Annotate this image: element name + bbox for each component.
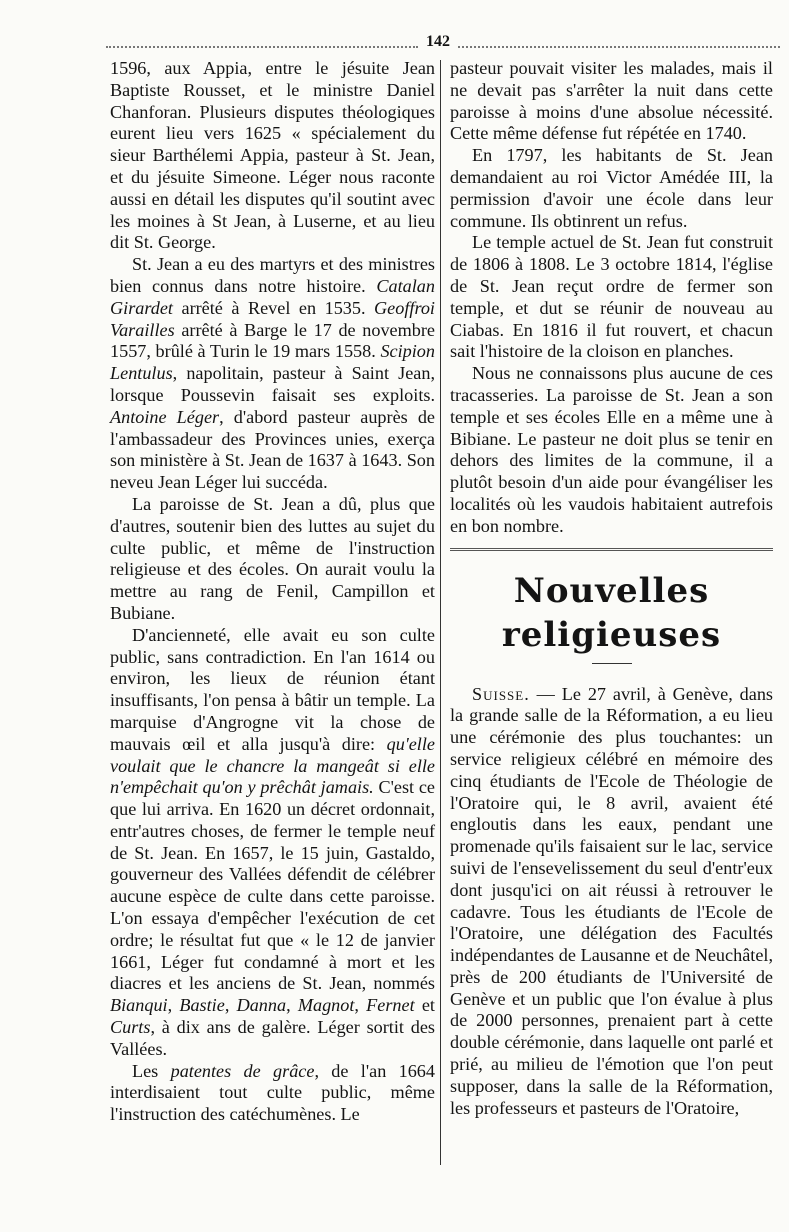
text-run: , napolitain, pasteur à Saint Jean, lorsque Poussevin faisait ses exploits.: [110, 363, 435, 405]
paragraph: [450, 145, 773, 232]
italic-text: Curts: [110, 1017, 151, 1038]
italic-text: Fernet: [366, 995, 415, 1016]
italic-text: Catalan Girardet: [110, 275, 435, 318]
page-number: 142: [426, 33, 450, 50]
heading-underline: [592, 663, 632, 664]
paragraph: [450, 232, 773, 363]
news-text: [450, 684, 773, 1120]
section-heading: Nouvelles religieuses: [501, 570, 722, 655]
italic-text: qu'elle voulait que le chancre la mangeât si elle n'empêchait qu'on y prêchât jamais.: [110, 733, 435, 798]
column-divider: [440, 60, 441, 1165]
text-run: ,: [286, 995, 298, 1016]
text-run: , à dix ans de galère. Léger sortit des Vallées.: [110, 1017, 435, 1059]
left-column: [110, 58, 435, 1126]
text-run: C'est ce que lui arriva. En 1620 un décret ordonnait, entr'autres choses, de fermer le temple neuf de St. Jean. En 1657, le 15 juin, Gastaldo, gouverneur des Vallées défendit de célébrer aucune espèce de culte dans cette paroisse. L'on essaya d'empêcher l'exécution de cet ordre; le résultat fut que « le 12 de janvier 1661, Léger fut condamné à mort et les diacres et les anciens de St. Jean, nommés: [110, 777, 435, 994]
text-run: arrêté à Revel en 1535.: [172, 297, 375, 318]
paragraph: [450, 363, 773, 537]
text-run: , d'abord pasteur auprès de l'ambassadeur des Provinces unies, exerça son ministère à St. Jean de 1637 à 1643. Son neveu Jean Léger lui succéda.: [110, 406, 435, 493]
text-run: St. Jean a eu des martyrs et des ministres bien connus dans notre histoire.: [110, 254, 435, 296]
text-run: Le temple actuel de St. Jean fut construit de 1806 à 1808. Le 3 octobre 1814, l'église de St. Jean reçut ordre de fermer son temple, et dut se réunir de nouveau au Ciabas. En 1816 il fut rouvert, et chacun sait l'histoire de la cloison en planches.: [450, 232, 773, 362]
text-run: En 1797, les habitants de St. Jean demandaient au roi Victor Amédée III, la permission d'avoir une école dans leur commune. Ils obtinrent un refus.: [450, 145, 773, 231]
paragraph: [110, 254, 435, 494]
paragraph: [110, 494, 435, 625]
header-rule-left: [106, 46, 418, 48]
section-divider: [450, 548, 773, 551]
italic-text: Bianqui: [110, 995, 168, 1016]
header-rule-right: [458, 46, 780, 48]
text-run: et: [414, 995, 435, 1016]
text-run: — Le 27 avril, à Genève, dans la grande salle de la Réformation, a eu lieu une cérémonie des plus touchantes: un service religieux célébré en mémoire des cinq étudiants de l'Ecole de Théologie de l'Oratoire qui, le 8 avril, avaient été engloutis dans les eaux, pendant une promenade qu'ils faisaient sur le lac, service suivi de l'ensevelissement du seul d'entr'eux dont jusqu'ici on ait réussi à retrouver le cadavre. Tous les étudiants de l'Ecole de l'Oratoire, une délégation des Facultés indépendantes de Lausanne et de Neuchâtel, près de 200 étudiants de l'Université de Genève et un public que l'on évalue à plus de 2000 personnes, prenaient part à cette double cérémonie, dans laquelle ont parlé et prié, au milieu de l'émotion que l'on peut supposer, dans la salle de la Réformation, les professeurs et pasteurs de l'Oratoire,: [450, 683, 773, 1118]
text-run: , de l'an 1664 interdisaient tout culte public, même l'instruction des catéchumènes. Le: [110, 1060, 435, 1125]
text-run: ,: [354, 995, 367, 1016]
paragraph: [450, 684, 773, 1120]
text-run: Suisse.: [472, 683, 530, 704]
paragraph: [450, 58, 773, 145]
paragraph: [110, 58, 435, 254]
text-run: arrêté à Barge le 17 de novembre 1557, brûlé à Turin le 19 mars 1558.: [110, 319, 435, 362]
italic-text: Magnot: [297, 995, 355, 1016]
paragraph: [110, 625, 435, 1061]
text-run: pasteur pouvait visiter les malades, mais il ne devait pas s'arrêter la nuit dans cette paroisse à moins d'une absolue nécessité. Cette même défense fut répétée en 1740.: [450, 58, 773, 144]
right-column-text: [450, 58, 773, 538]
italic-text: Bastie: [179, 995, 225, 1016]
text-run: D'ancienneté, elle avait eu son culte public, sans contradiction. En l'an 1614 ou environ, les lieux de réunion étant insuffisants, l'on pensa à bâtir un temple. La marquise d'Angrogne vit la chose de mauvais œil et alla jusqu'à dire:: [110, 624, 435, 754]
text-run: Les: [132, 1060, 171, 1081]
text-run: 1596, aux Appia, entre le jésuite Jean Baptiste Rousset, et le ministre Daniel Chanforan. Plusieurs disputes théologiques eurent lieu vers 1625 « spécialement du sieur Barthélemi Appia, pasteur à St. Jean, et du jésuite Simeone. Léger nous raconte aussi en détail les disputes qu'il soutint avec les moines à St Jean, à Luserne, et au lieu dit St. George.: [110, 58, 435, 253]
italic-text: Antoine Léger: [110, 406, 220, 427]
text-run: La paroisse de St. Jean a dû, plus que d'autres, soutenir bien des luttes au sujet du culte public, et même de l'instruction religieuse et des écoles. On aurait voulu la mettre au rang de Fenil, Campillon et Bubiane.: [110, 493, 435, 623]
text-run: ,: [167, 995, 180, 1016]
right-column: [450, 58, 773, 1119]
paragraph: [110, 1061, 435, 1126]
text-run: Nous ne connaissons plus aucune de ces tracasseries. La paroisse de St. Jean a son temple et ses écoles Elle en a même une à Bibiane. Le pasteur ne doit plus se tenir en dehors des limites de la commune, il a plutôt besoin d'un aide pour évangéliser les localités où les vaudois habitaient autrefois en bon nombre.: [450, 363, 773, 536]
text-run: ,: [224, 995, 237, 1016]
italic-text: Geoffroi Varailles: [110, 297, 435, 340]
italic-text: Danna: [236, 995, 287, 1016]
italic-text: Scipion Lentulus: [110, 341, 435, 384]
italic-text: patentes de grâce: [170, 1060, 315, 1081]
